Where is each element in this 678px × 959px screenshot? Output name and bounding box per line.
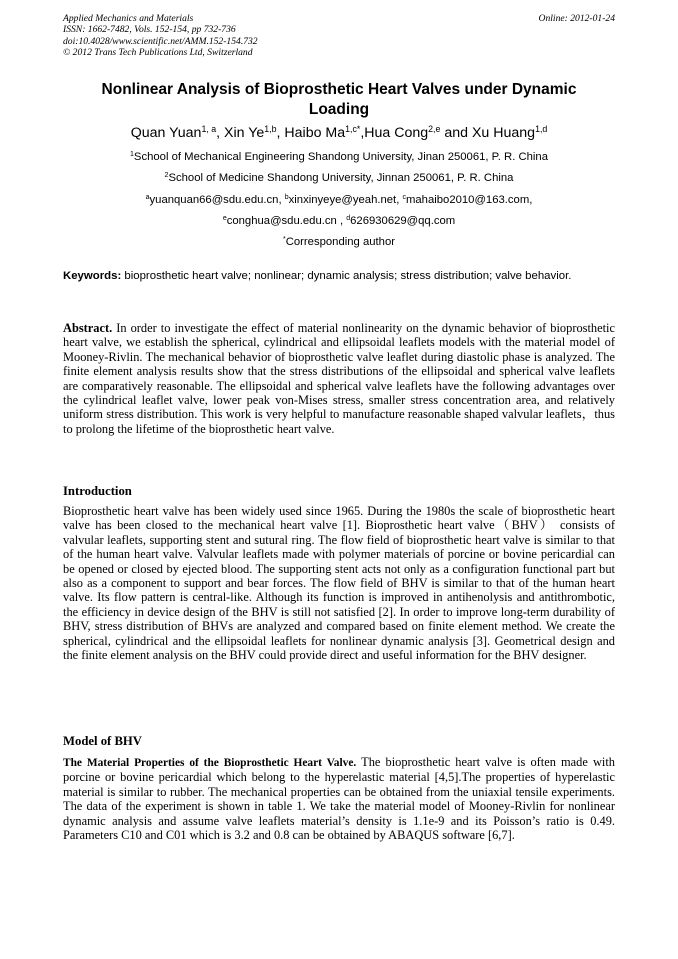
journal-name: Applied Mechanics and Materials: [63, 13, 194, 24]
model-heading: Model of BHV: [63, 734, 142, 748]
author: Xin Ye$^{1,b}$: [224, 124, 277, 141]
affiliation-2: $^2$School of Medicine Shandong University, Jinnan 250061, P. R. China: [164, 172, 514, 184]
introduction-paragraph: Bioprosthetic heart valve has been widely used since 1965. During the 1980s the scale of bioprosthetic heart valve has been closed to the mechanical heart valve [1]. Bioprosthetic heart valve（BHV） consists of valvular leaflets, supporting stent and sutural ring. The flow field of bioprosthetic heart valve is similar to that of the human heart valve. Valvular leaflets made with polymer materials of porcine or bovine pericardial can be opened or closed by ejected blood. The supporting stent acts not only as a configuration functional part but also as a component to support and bear forces. The flow field of BHV is similar to that of the human heart valve. Its flow pattern is central-like. Although its function is improved in antihenolysis and antithrombotic, the efficiency in device design of the BHV is still not satisfied [2]. In order to improve long-term durability of BHV, stress distribution of BHVs are analyzed and compared based on finite element method. We create the spherical, cylindrical and the ellipsoidal leaflets for nonlinear dynamic analysis [3]. Geometrical design and the finite element analysis on the BHV could provide direct and useful information for the BHV designer.: [63, 504, 615, 663]
paper-title: Nonlinear Analysis of Bioprosthetic Heart Valves under Dynamic Loading: [101, 81, 577, 118]
author-list: Quan Yuan$^{1, a}$, Xin Ye$^{1,b}$, Haibo $Ma^{1,c*},Hua$ Cong$^{2,e}$ and Xu Huang$^{1,d}$: [130, 124, 548, 141]
author: Haibo $Ma^{1,c*}$: [284, 124, 361, 141]
author: Quan Yuan$^{1, a}$: [130, 124, 217, 141]
author: Xu Huang$^{1,d}$: [471, 124, 548, 141]
email-line-2: $^e$conghua@sdu.edu.cn , $^d$626930629@qq.com: [222, 215, 456, 227]
email-line-1: $^a$yuanquan66@sdu.edu.cn, $^b$xinxinyeye@yeah.net, $^c$mahaibo2010@163.com,: [145, 194, 533, 206]
author: Hua Cong$^{2,e}$: [364, 124, 441, 141]
issn-line: ISSN: 1662-7482, Vols. 152-154, pp 732-736: [63, 24, 236, 36]
online-date: Online: 2012-01-24: [538, 13, 615, 24]
doi-line: doi:10.4028/www.scientific.net/AMM.152-154.732: [63, 35, 258, 47]
abstract: Abstract. In order to investigate the effect of material nonlinearity on the dynamic behavior of bioprosthetic heart valve, we establish the spherical, cylindrical and ellipsoidal leaflets models with the material model of Mooney-Rivlin. The mechanical behavior of bioprosthetic valve leaflet during diastolic phase is analyzed. The finite element analysis results show that the stress distributions of the ellipsoidal and spherical valve leaflets are comparatively reasonable. The ellipsoidal and spherical valve leaflets have the following advantages over the cylindrical leaflet valve, lower peak von-Mises stress, smaller stress concentration area, and relatively uniform stress distribution. This work is very helpful to manufacture reasonable shaped valvular leaflets，thus to prolong the lifetime of the bioprosthetic heart valve.: [63, 321, 615, 436]
introduction-heading: Introduction: [63, 484, 132, 498]
affiliation-1: $^1$School of Mechanical Engineering Shandong University, Jinan 250061, P. R. China: [130, 151, 548, 163]
copyright-line: © 2012 Trans Tech Publications Ltd, Switzerland: [63, 46, 253, 58]
running-header: [63, 13, 615, 58]
keywords: Keywords: bioprosthetic heart valve; nonlinear; dynamic analysis; stress distribution; valve behavior.: [63, 270, 572, 282]
model-paragraph: The Material Properties of the Bioprosthetic Heart Valve. The bioprosthetic heart valve is often made with porcine or bovine pericardial which belong to the hyperelastic material [4,5].The properties of hyperelastic material is similar to rubber. The mechanical properties can be obtained from the uniaxial tensile experiments. The data of the experiment is shown in table 1. We take the material model of Mooney-Rivlin for nonlinear dynamic analysis and assume valve leaflets material’s density is 1.1e-9 and its Poisson’s ratio is 0.49. Parameters C10 and C01 which is 3.2 and 0.8 can be obtained by ABAQUS software [6,7].: [63, 755, 615, 843]
corresponding-author-note: *Corresponding author: [282, 236, 395, 248]
